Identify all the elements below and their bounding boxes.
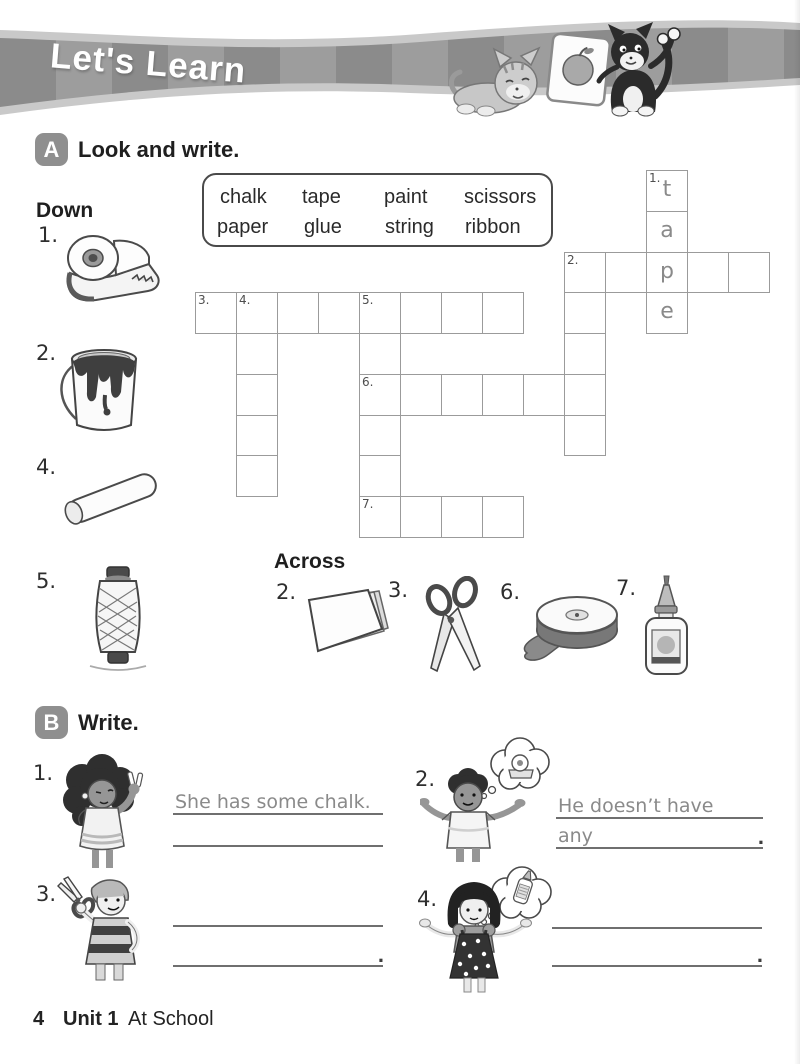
across-item-number: 2. <box>276 580 297 604</box>
crossword-cell-number: 3. <box>198 293 210 308</box>
chalk-stick-icon <box>56 456 166 534</box>
across-item-number: 7. <box>616 576 637 600</box>
answer-line[interactable] <box>173 818 383 847</box>
word-bank-word: string <box>385 216 434 238</box>
ribbon-spool-icon <box>518 584 620 666</box>
crossword-cell[interactable] <box>359 455 401 497</box>
crossword-cell[interactable] <box>728 252 770 294</box>
down-heading: Down <box>36 199 94 222</box>
crossword-cell[interactable] <box>482 496 524 538</box>
down-item-number: 4. <box>36 455 57 479</box>
end-punctuation: . <box>756 942 763 967</box>
end-punctuation: . <box>757 824 764 849</box>
crossword-cell[interactable] <box>236 374 278 416</box>
answer-line[interactable] <box>556 790 763 819</box>
crossword-cell[interactable] <box>646 252 688 294</box>
down-item-number: 1. <box>38 223 59 247</box>
crossword-cell-letter: t <box>662 177 672 202</box>
down-item-number: 2. <box>36 341 57 365</box>
write-item-number: 4. <box>417 887 438 911</box>
answer-text: She has some chalk. <box>175 791 371 813</box>
word-bank-word: chalk <box>220 186 267 208</box>
crossword-cell-letter: e <box>660 299 674 325</box>
end-punctuation: . <box>377 942 384 967</box>
write-item-number: 1. <box>33 761 54 785</box>
paper-sheets-icon <box>293 586 390 662</box>
crossword-cell[interactable] <box>359 415 401 457</box>
crossword-cell[interactable] <box>236 333 278 375</box>
banner-title: Let's Learn <box>48 36 248 91</box>
tape-dispenser-icon <box>56 231 164 311</box>
word-bank-word: glue <box>304 216 342 238</box>
crossword-grid <box>195 170 771 539</box>
crossword-cell[interactable] <box>564 252 606 294</box>
word-bank-word: paint <box>384 186 428 208</box>
crossword-cell[interactable] <box>646 211 688 253</box>
crossword-cell[interactable] <box>236 292 278 334</box>
crossword-cell[interactable] <box>564 333 606 375</box>
footer-unit-label: Unit 1 <box>63 1008 119 1030</box>
crossword-cell[interactable] <box>564 415 606 457</box>
crossword-cell[interactable] <box>482 374 524 416</box>
crossword-cell-number: 5. <box>362 293 374 308</box>
answer-line[interactable] <box>173 786 383 815</box>
crossword-cell-number: 7. <box>362 497 374 511</box>
write-item-number: 3. <box>36 882 57 906</box>
answer-line[interactable] <box>552 900 762 929</box>
crossword-cell[interactable] <box>236 415 278 457</box>
apple-card-illustration <box>547 33 611 106</box>
crossword-cell[interactable] <box>441 496 483 538</box>
section-a-badge: A <box>35 133 68 166</box>
crossword-cell[interactable] <box>605 252 647 294</box>
crossword-cell[interactable] <box>318 292 360 334</box>
word-bank-word: tape <box>302 186 341 208</box>
crossword-cell[interactable] <box>564 374 606 416</box>
footer-unit-title: At School <box>128 1008 214 1030</box>
answer-text: any <box>558 825 593 847</box>
section-b-badge: B <box>35 706 68 739</box>
down-item-number: 5. <box>36 569 57 593</box>
girl-holding-chalk-illustration <box>52 750 152 874</box>
crossword-cell[interactable] <box>359 496 401 538</box>
crossword-cell[interactable] <box>359 292 401 334</box>
crossword-cell[interactable] <box>441 374 483 416</box>
crossword-cell-number: 4. <box>239 293 251 308</box>
crossword-cell[interactable] <box>195 292 237 334</box>
section-b-title: Write. <box>78 710 139 735</box>
crossword-cell[interactable] <box>400 374 442 416</box>
section-a-title: Look and write. <box>78 137 240 162</box>
crossword-cell[interactable] <box>236 455 278 497</box>
girl-thinking-of-glue-illustration <box>418 866 560 1000</box>
write-item-number: 2. <box>415 767 436 791</box>
answer-text: He doesn’t have <box>558 795 714 817</box>
crossword-cell[interactable] <box>400 496 442 538</box>
string-spool-icon <box>86 566 150 672</box>
answer-line[interactable] <box>173 938 383 967</box>
word-bank-word: paper <box>217 216 269 238</box>
crossword-cell[interactable] <box>359 374 401 416</box>
crossword-cell[interactable] <box>646 170 688 212</box>
crossword-cell[interactable] <box>687 252 729 294</box>
crossword-cell-letter: p <box>660 258 674 284</box>
thought-bubble <box>482 738 550 799</box>
word-bank-word: ribbon <box>465 216 521 238</box>
scissors-icon <box>410 576 498 680</box>
crossword-cell[interactable] <box>359 333 401 375</box>
word-bank-word: scissors <box>464 186 537 208</box>
crossword-cell[interactable] <box>482 292 524 334</box>
glue-bottle-icon <box>638 574 695 678</box>
crossword-cell[interactable] <box>646 292 688 334</box>
page-number: 4 <box>33 1008 45 1030</box>
boy-thinking-of-tape-illustration <box>420 736 562 872</box>
crossword-cell-number: 6. <box>362 374 374 389</box>
answer-line[interactable] <box>552 938 762 967</box>
across-item-number: 6. <box>500 580 521 604</box>
boy-holding-scissors-illustration <box>52 870 178 986</box>
across-item-number: 3. <box>388 578 409 602</box>
crossword-cell[interactable] <box>523 374 565 416</box>
answer-line[interactable] <box>173 898 383 927</box>
crossword-cell[interactable] <box>400 292 442 334</box>
paint-can-icon <box>58 335 148 440</box>
crossword-cell[interactable] <box>441 292 483 334</box>
crossword-cell-number: 1. <box>649 171 661 185</box>
crossword-cell-number: 2. <box>567 252 579 267</box>
answer-line[interactable] <box>556 820 763 849</box>
crossword-cell-letter: a <box>660 217 674 243</box>
crossword-cell[interactable] <box>564 292 606 334</box>
crossword-cell[interactable] <box>277 292 319 334</box>
across-heading: Across <box>274 550 346 573</box>
